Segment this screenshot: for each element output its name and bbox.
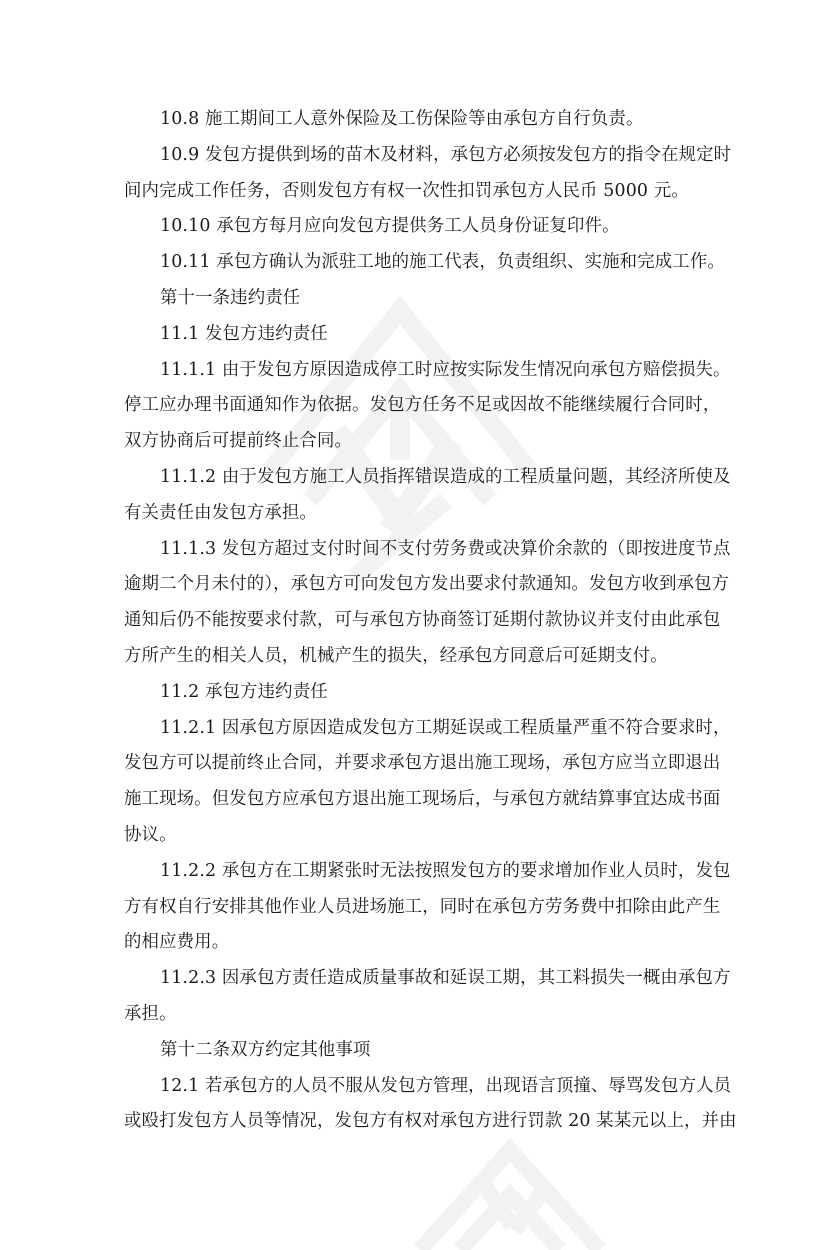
clause-line-continuation: 的相应费用。 [124,932,230,953]
clause-paragraph [124,854,731,961]
clause-line-continuation: 有关责任由发包方承担。 [124,502,317,523]
clause-line-first: 第十一条违约责任 [160,287,301,308]
clause-line-continuation: 方有权自行安排其他作业人员进场施工，同时在承包方劳务费中扣除由此产生 [124,896,721,917]
clause-line-first: 11.1.3 发包方超过支付时间不支付劳务费或决算价余款的（即按进度节点 [160,538,731,559]
clause-paragraph [124,209,704,245]
clause-paragraph [124,138,732,210]
clause-line-first: 11.2.1 因承包方原因造成发包方工期延误或工程质量严重不符合要求时， [160,717,731,738]
clause-paragraph [124,460,731,532]
clause-paragraph [124,102,704,138]
clause-paragraph [124,1069,737,1141]
clause-paragraph [124,961,731,1033]
clause-paragraph [124,532,731,675]
clause-line-continuation: 通知后仍不能按要求付款，可与承包方协商签订延期付款协议并支付由此承包 [124,610,721,631]
clause-paragraph [124,1033,704,1069]
clause-line-first: 第十二条双方约定其他事项 [160,1039,371,1060]
clause-line-continuation: 间内完成工作任务，否则发包方有权一次性扣罚承包方人民币 5000 元。 [124,180,689,201]
clause-line-continuation: 双方协商后可提前终止合同。 [124,431,353,452]
clause-line-continuation: 方所产生的相关人员，机械产生的损失，经承包方同意后可延期支付。 [124,645,668,666]
clause-line-continuation: 承担。 [124,1003,177,1024]
clause-line-first: 12.1 若承包方的人员不服从发包方管理，出现语言顶撞、辱骂发包方人员 [160,1075,732,1096]
clause-paragraph [124,281,704,317]
clause-paragraph [124,711,731,854]
document-body [124,102,737,1140]
clause-paragraph [124,245,725,281]
clause-line-continuation: 发包方可以提前终止合同，并要求承包方退出施工现场，承包方应当立即退出 [124,753,721,774]
clause-line-continuation: 逾期二个月未付的），承包方可向发包方发出要求付款通知。发包方收到承包方 [124,574,730,595]
clause-line-first: 10.9 发包方提供到场的苗木及材料，承包方必须按发包方的指令在规定时 [160,144,732,165]
clause-line-first: 11.1 发包方违约责任 [160,323,328,344]
clause-line-continuation: 停工应办理书面通知作为依据。发包方任务不足或因故不能继续履行合同时， [124,395,721,416]
clause-line-continuation: 施工现场。但发包方应承包方退出施工现场后，与承包方就结算事宜达成书面 [124,789,721,810]
clause-line-first: 11.1.2 由于发包方施工人员指挥错误造成的工程质量问题，其经济所使及 [160,466,731,487]
clause-line-first: 10.8 施工期间工人意外保险及工伤保险等由承包方自行负责。 [160,109,644,129]
clause-paragraph [124,353,731,460]
clause-paragraph [124,317,704,353]
clause-line-first: 10.10 承包方每月应向发包方提供务工人员身份证复印件。 [160,216,620,237]
clause-line-first: 11.2 承包方违约责任 [160,681,328,702]
clause-line-first: 11.2.3 因承包方责任造成质量事故和延误工期，其工料损失一概由承包方 [160,968,731,989]
clause-line-continuation: 或殴打发包方人员等情况，发包方有权对承包方进行罚款 20 某某元以上，并由 [124,1111,737,1132]
clause-line-first: 10.11 承包方确认为派驻工地的施工代表，负责组织、实施和完成工作。 [160,252,725,273]
clause-line-first: 11.2.2 承包方在工期紧张时无法按照发包方的要求增加作业人员时，发包 [160,860,731,881]
clause-paragraph [124,675,704,711]
clause-line-first: 11.1.1 由于发包方原因造成停工时应按实际发生情况向承包方赔偿损失。 [160,359,731,380]
clause-line-continuation: 协议。 [124,824,177,845]
